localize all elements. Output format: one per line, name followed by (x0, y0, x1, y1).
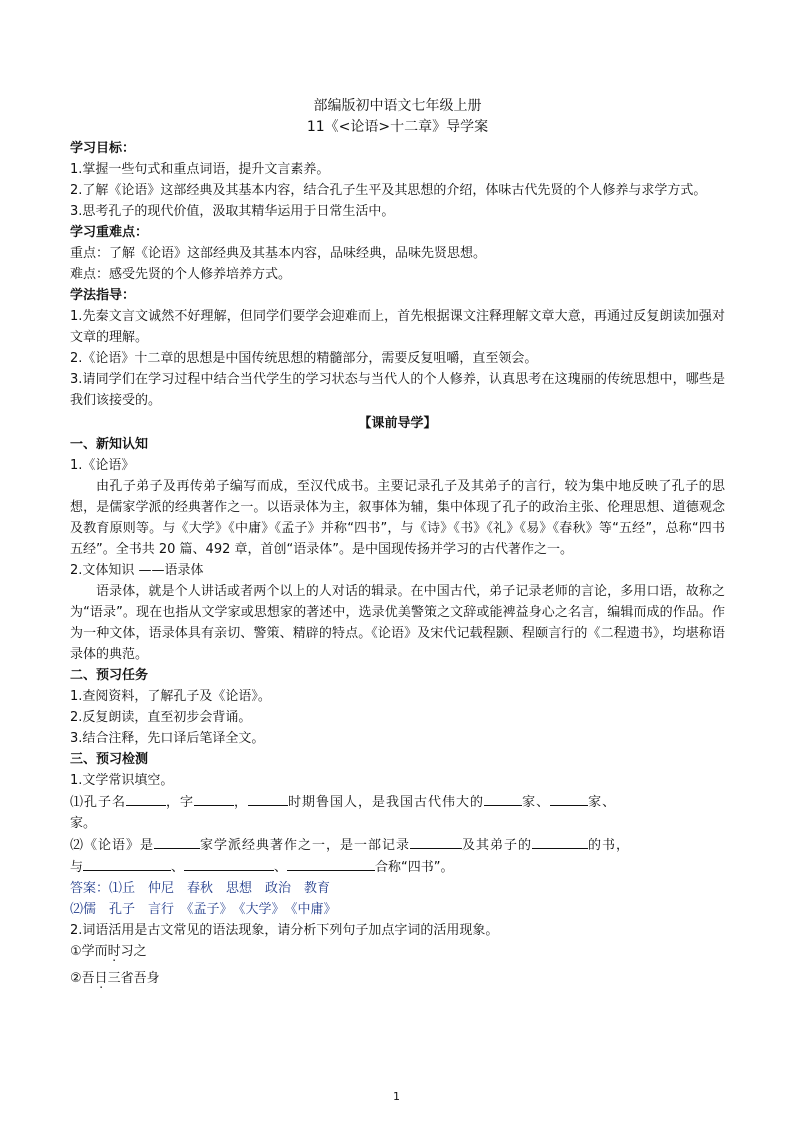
fill-question-1-end: 家。 (70, 816, 97, 831)
fill1-blank-courtesy[interactable] (194, 791, 234, 806)
key-point-difficulty: 难点：感受先贤的个人修养培养方式。 (70, 267, 292, 282)
fill1-text-6: 家、 (588, 795, 617, 810)
doc-title-line2: 11《<论语>十二章》导学案 (306, 119, 489, 135)
fill-question-2 (70, 834, 725, 856)
fill2-text-1: ⑵《论语》是 (70, 838, 155, 853)
question-1: 1.文学常识填空。 (70, 773, 174, 788)
sentence-2 (70, 968, 725, 989)
fill1-blank-period[interactable] (248, 791, 288, 806)
sentence-2-post: 三省吾身 (107, 971, 160, 986)
sentence-1-post: 习之 (120, 944, 147, 959)
answer-2: ⑵儒 孔子 言行 《孟子》 《大学》 《中庸》 (70, 902, 337, 917)
page-number: 1 (393, 1090, 400, 1103)
fill2-blank-book3[interactable] (287, 856, 375, 871)
fill2-blank-book2[interactable] (184, 856, 274, 871)
fill2-text-2: 家学派经典著作之一，是一部记录 (200, 838, 411, 853)
document-body (70, 96, 725, 989)
fill1-text-4: 时期鲁国人，是我国古代伟大的 (288, 795, 485, 810)
goal-item-2: 2.了解《论语》这部经典及其基本内容，结合孔子生平及其思想的介绍，体味古代先贤的个人修养与求学方式。 (70, 183, 707, 198)
fill-question-2-cont (70, 856, 725, 878)
fill1-blank-role1[interactable] (484, 791, 522, 806)
fill1-blank-role2[interactable] (550, 791, 588, 806)
method-item-2: 2.《论语》十二章的思想是中国传统思想的精髓部分，需要反复咀嚼，直至领会。 (70, 351, 538, 366)
yulu-style-paragraph: 语录体，就是个人讲话或者两个以上的人对话的辑录。在中国古代，弟子记录老师的言论，多用口语，故称之为“语录”。现在也指从文学家或思想家的著述中，选录优美警策之文辞或能裨益身心之名言，编辑而成的作品。作为一种文体，语录体具有亲切、警策、精辟的特点。《论语》及宋代记载程颢、程颐言行的《二程遗书》，均堪称语录体的典范。 (70, 584, 725, 662)
method-item-3: 3.请同学们在学习过程中结合当代学生的学习状态与当代人的个人修养，认真思考在这瑰丽的传统思想中，哪些是我们该接受的。 (70, 372, 725, 408)
fill2-text-8: 合称“四书”。 (375, 860, 454, 875)
fill1-text-5: 家、 (522, 795, 551, 810)
fill2-text-7: 、 (274, 860, 288, 875)
lunyu-intro-paragraph: 由孔子弟子及再传弟子编写而成，至汉代成书。主要记录孔子及其弟子的言行，较为集中地反映了孔子的思想，是儒家学派的经典著作之一。以语录体为主，叙事体为辅，集中体现了孔子的政治主张、伦理思想、道德观念及教育原则等。与《大学》《中庸》《孟子》并称“四书”，与《诗》《书》《礼》《易》《春秋》等“五经”，总称“四书五经”。全书共 20 篇、492 章，首创“语录体”。是中国现传扬并学习的古代著作之一。 (70, 479, 725, 557)
section1-sub2: 2.文体知识 ——语录体 (70, 563, 204, 578)
question-2: 2.词语活用是古文常见的语法现象，请分析下列句子加点字词的活用现象。 (70, 923, 499, 938)
sentence-2-dotted: 日 (94, 971, 108, 986)
task-item-1: 1.查阅资料，了解孔子及《论语》。 (70, 689, 271, 704)
sentence-1-dotted: 时 (107, 944, 121, 959)
fill2-text-5: 与 (70, 860, 84, 875)
fill1-text-1: ⑴孔子名 (70, 795, 127, 810)
fill1-text-2: ，字 (166, 795, 195, 810)
preclass-heading: 【课前导学】 (358, 416, 437, 431)
fill2-blank-book1[interactable] (83, 856, 171, 871)
fill1-text-3: ， (234, 795, 249, 810)
answer-1: 答案：⑴丘 仲尼 春秋 思想 政治 教育 (70, 881, 331, 896)
section3-heading: 三、预习检测 (70, 752, 149, 767)
doc-title-line1: 部编版初中语文七年级上册 (313, 98, 482, 114)
sentence-2-pre: ②吾 (70, 971, 95, 986)
task-item-3: 3.结合注释，先口译后笔译全文。 (70, 731, 265, 746)
key-points-heading: 学习重难点： (70, 225, 149, 240)
fill2-text-3: 及其弟子的 (462, 838, 533, 853)
fill2-blank-school[interactable] (154, 834, 200, 849)
method-heading: 学法指导： (70, 288, 136, 303)
method-item-1: 1.先秦文言文诚然不好理解，但同学们要学会迎难而上，首先根据课文注释理解文章大意，再通过反复朗读加强对文章的理解。 (70, 309, 725, 345)
goal-item-1: 1.掌握一些句式和重点词语，提升文言素养。 (70, 162, 330, 177)
section1-heading: 一、新知认知 (70, 437, 149, 452)
goal-item-3: 3.思考孔子的现代价值，汲取其精华运用于日常生活中。 (70, 204, 395, 219)
fill2-text-6: 、 (171, 860, 185, 875)
section2-heading: 二、预习任务 (70, 668, 149, 683)
fill2-blank-person[interactable] (410, 834, 462, 849)
key-point-focus: 重点：了解《论语》这部经典及其基本内容，品味经典，品味先贤思想。 (70, 246, 487, 261)
sentence-1-pre: ①学而 (70, 944, 108, 959)
sentence-1 (70, 941, 725, 962)
fill2-text-4: 的书， (588, 838, 631, 853)
task-item-2: 2.反复朗读，直至初步会背诵。 (70, 710, 252, 725)
goals-heading: 学习目标： (70, 141, 136, 156)
fill2-blank-content[interactable] (532, 834, 588, 849)
section1-sub1: 1.《论语》 (70, 458, 135, 473)
fill-question-1 (70, 791, 725, 813)
fill1-blank-name[interactable] (126, 791, 166, 806)
